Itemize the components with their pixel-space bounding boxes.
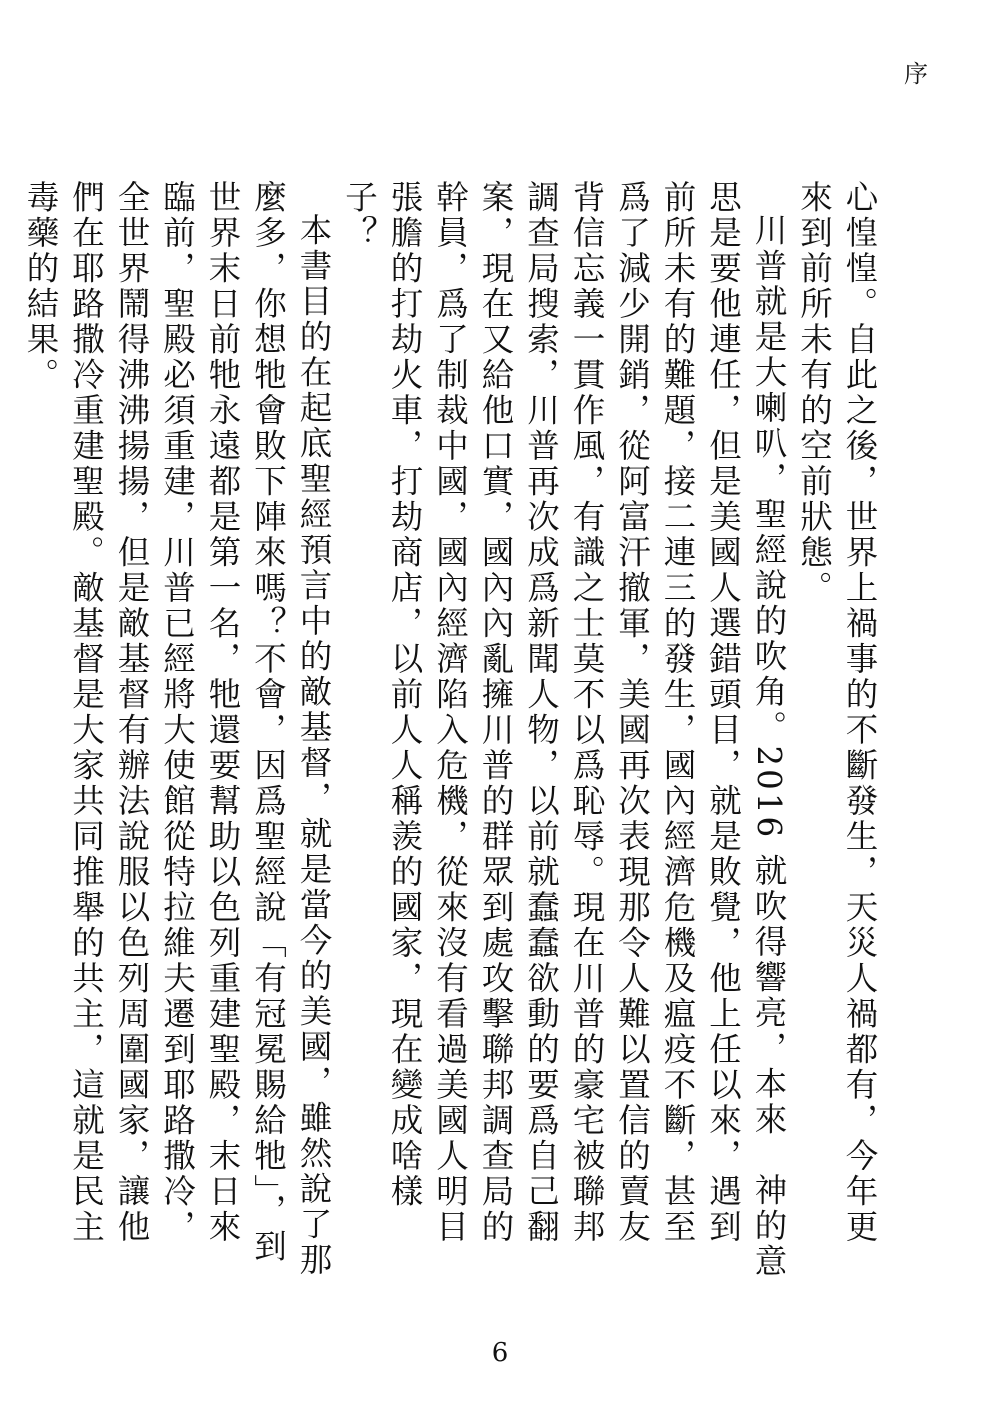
paragraph-2: 川普就是大喇叭，聖經說的吹角。2016 就吹得響亮，本來 神的意思是要他連任，但是美國人選錯頭目，就是敗覺，他上任以來，遇到前所未有的難題，接二連三的發生，國內經濟危機及瘟疫不斷，甚至爲了減少開銷，從阿富汗撤軍，美國再次表現那令人難以置信的賣友背信忘義一貫作風，有識之士莫不以爲恥辱。現在川普的豪宅被聯邦調查局搜索，川普再次成爲新聞人物，以前就蠢蠢欲動的要爲自己翻案，現在又給他口實，國內內亂擁川普的群眾到處攻擊聯邦調查局的幹員，爲了制裁中國，國內經濟陷入危機，從來沒有看過美國人明目張膽的打劫火車，打劫商店，以前人人稱羨的國家，現在變成啥樣子？	[340, 180, 788, 1280]
running-header-title: 序	[904, 60, 930, 88]
page-number: 6	[491, 1338, 509, 1368]
paragraph-3: 本書目的在起底聖經預言中的敵基督，就是當今的美國，雖然說了那麼多，你想牠會敗下陣來嗎？不會，因爲聖經說「有冠冕賜給牠」，到世界末日前牠永遠都是第一名，牠還要幫助以色列重建聖殿，末日來臨前，聖殿必須重建，川普已經將大使館從特拉維夫遷到耶路撒冷，全世界鬧得沸沸揚揚，但是敵基督有辦法說服以色列周圍國家，讓他們在耶路撒冷重建聖殿。敵基督是大家共同推舉的共主，這就是民主毒藥的結果。	[22, 180, 333, 1278]
paragraph-1: 心惶惶。自此之後，世界上禍事的不斷發生，天災人禍都有，今年更來到前所未有的空前狀態。	[795, 180, 879, 1245]
body-text	[22, 180, 882, 1280]
